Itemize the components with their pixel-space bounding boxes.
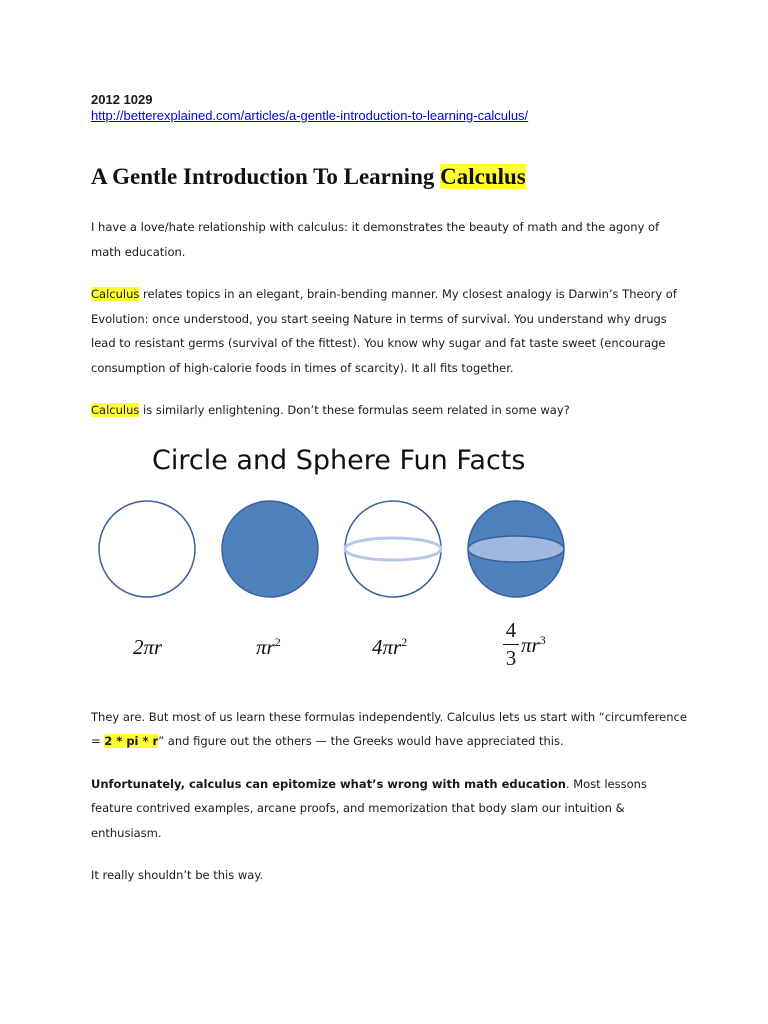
paragraph-independent-text-b: ” and figure out the others — the Greeks would have appreciated this. [158, 734, 564, 748]
paragraph-analogy-text: relates topics in an elegant, brain-bending manner. My closest analogy is Darwin’s Theory of Evolution: once understood, you start seeing Nature in terms of survival. You understand why drugs lead to resistant germs (survival of the fittest). You know why sugar and fat taste sweet (encourage consumption of high-calorie foods in times of scarcity). It all fits together. [91, 287, 677, 375]
formula-volume [521, 633, 546, 658]
filled-disk [222, 501, 318, 597]
paragraph-enlightening-text: is similarly enlightening. Don’t these formulas seem related in some way? [139, 403, 570, 417]
paragraph-analogy [91, 282, 691, 380]
volume-fraction [503, 618, 519, 671]
document-page [91, 92, 691, 888]
title-highlight: Calculus [440, 164, 526, 189]
formula-circumference [133, 635, 162, 660]
paragraph-independent [91, 705, 691, 754]
formula-volume-exponent: 3 [539, 632, 546, 647]
volume-denominator: 3 [505, 645, 517, 670]
formula-volume-text: πr [521, 632, 540, 657]
volume-numerator: 4 [505, 617, 517, 642]
shapes-diagram [94, 445, 574, 685]
formula-surface-text: 4πr [372, 634, 402, 659]
paragraph-independent-text-a: They are. But most of us learn these formulas independently. Calculus lets us start with “circumference = [91, 709, 687, 748]
solid-sphere-equator [468, 536, 564, 562]
formula-circumference-text: 2πr [133, 634, 163, 659]
highlight-formula: 2 * pi * r [104, 734, 159, 748]
title-text: A Gentle Introduction To Learning [91, 164, 441, 189]
paragraph-unfortunately [91, 772, 691, 846]
source-link[interactable]: http://betterexplained.com/articles/a-gentle-introduction-to-learning-calculus/ [91, 108, 529, 123]
outline-circle [99, 501, 195, 597]
highlight-calculus: Calculus [91, 287, 140, 301]
fraction-bar [503, 644, 519, 645]
bold-statement: Unfortunately, calculus can epitomize what’s wrong with math education [91, 776, 566, 791]
formula-surface-exponent: 2 [401, 634, 408, 649]
paragraph-intro: I have a love/hate relationship with calculus: it demonstrates the beauty of math and the agony of math education. [91, 220, 660, 259]
date-stamp: 2012 1029 [91, 92, 153, 107]
formula-area-exponent: 2 [274, 634, 281, 649]
formula-area-text: πr [256, 634, 275, 659]
formula-surface [372, 635, 407, 660]
paragraph-enlightening [91, 398, 691, 423]
paragraph-closing: It really shouldn’t be this way. [91, 868, 264, 882]
circle-sphere-figure [94, 445, 574, 685]
figure-title: Circle and Sphere Fun Facts [152, 444, 526, 476]
highlight-calculus: Calculus [91, 403, 140, 417]
page-title [91, 162, 691, 192]
formula-area [256, 635, 281, 660]
paragraph-unfortunately-text: . Most lessons feature contrived examples, arcane proofs, and memorization that body slam our intuition & enthusiasm. [91, 776, 647, 840]
hollow-sphere [345, 501, 441, 597]
